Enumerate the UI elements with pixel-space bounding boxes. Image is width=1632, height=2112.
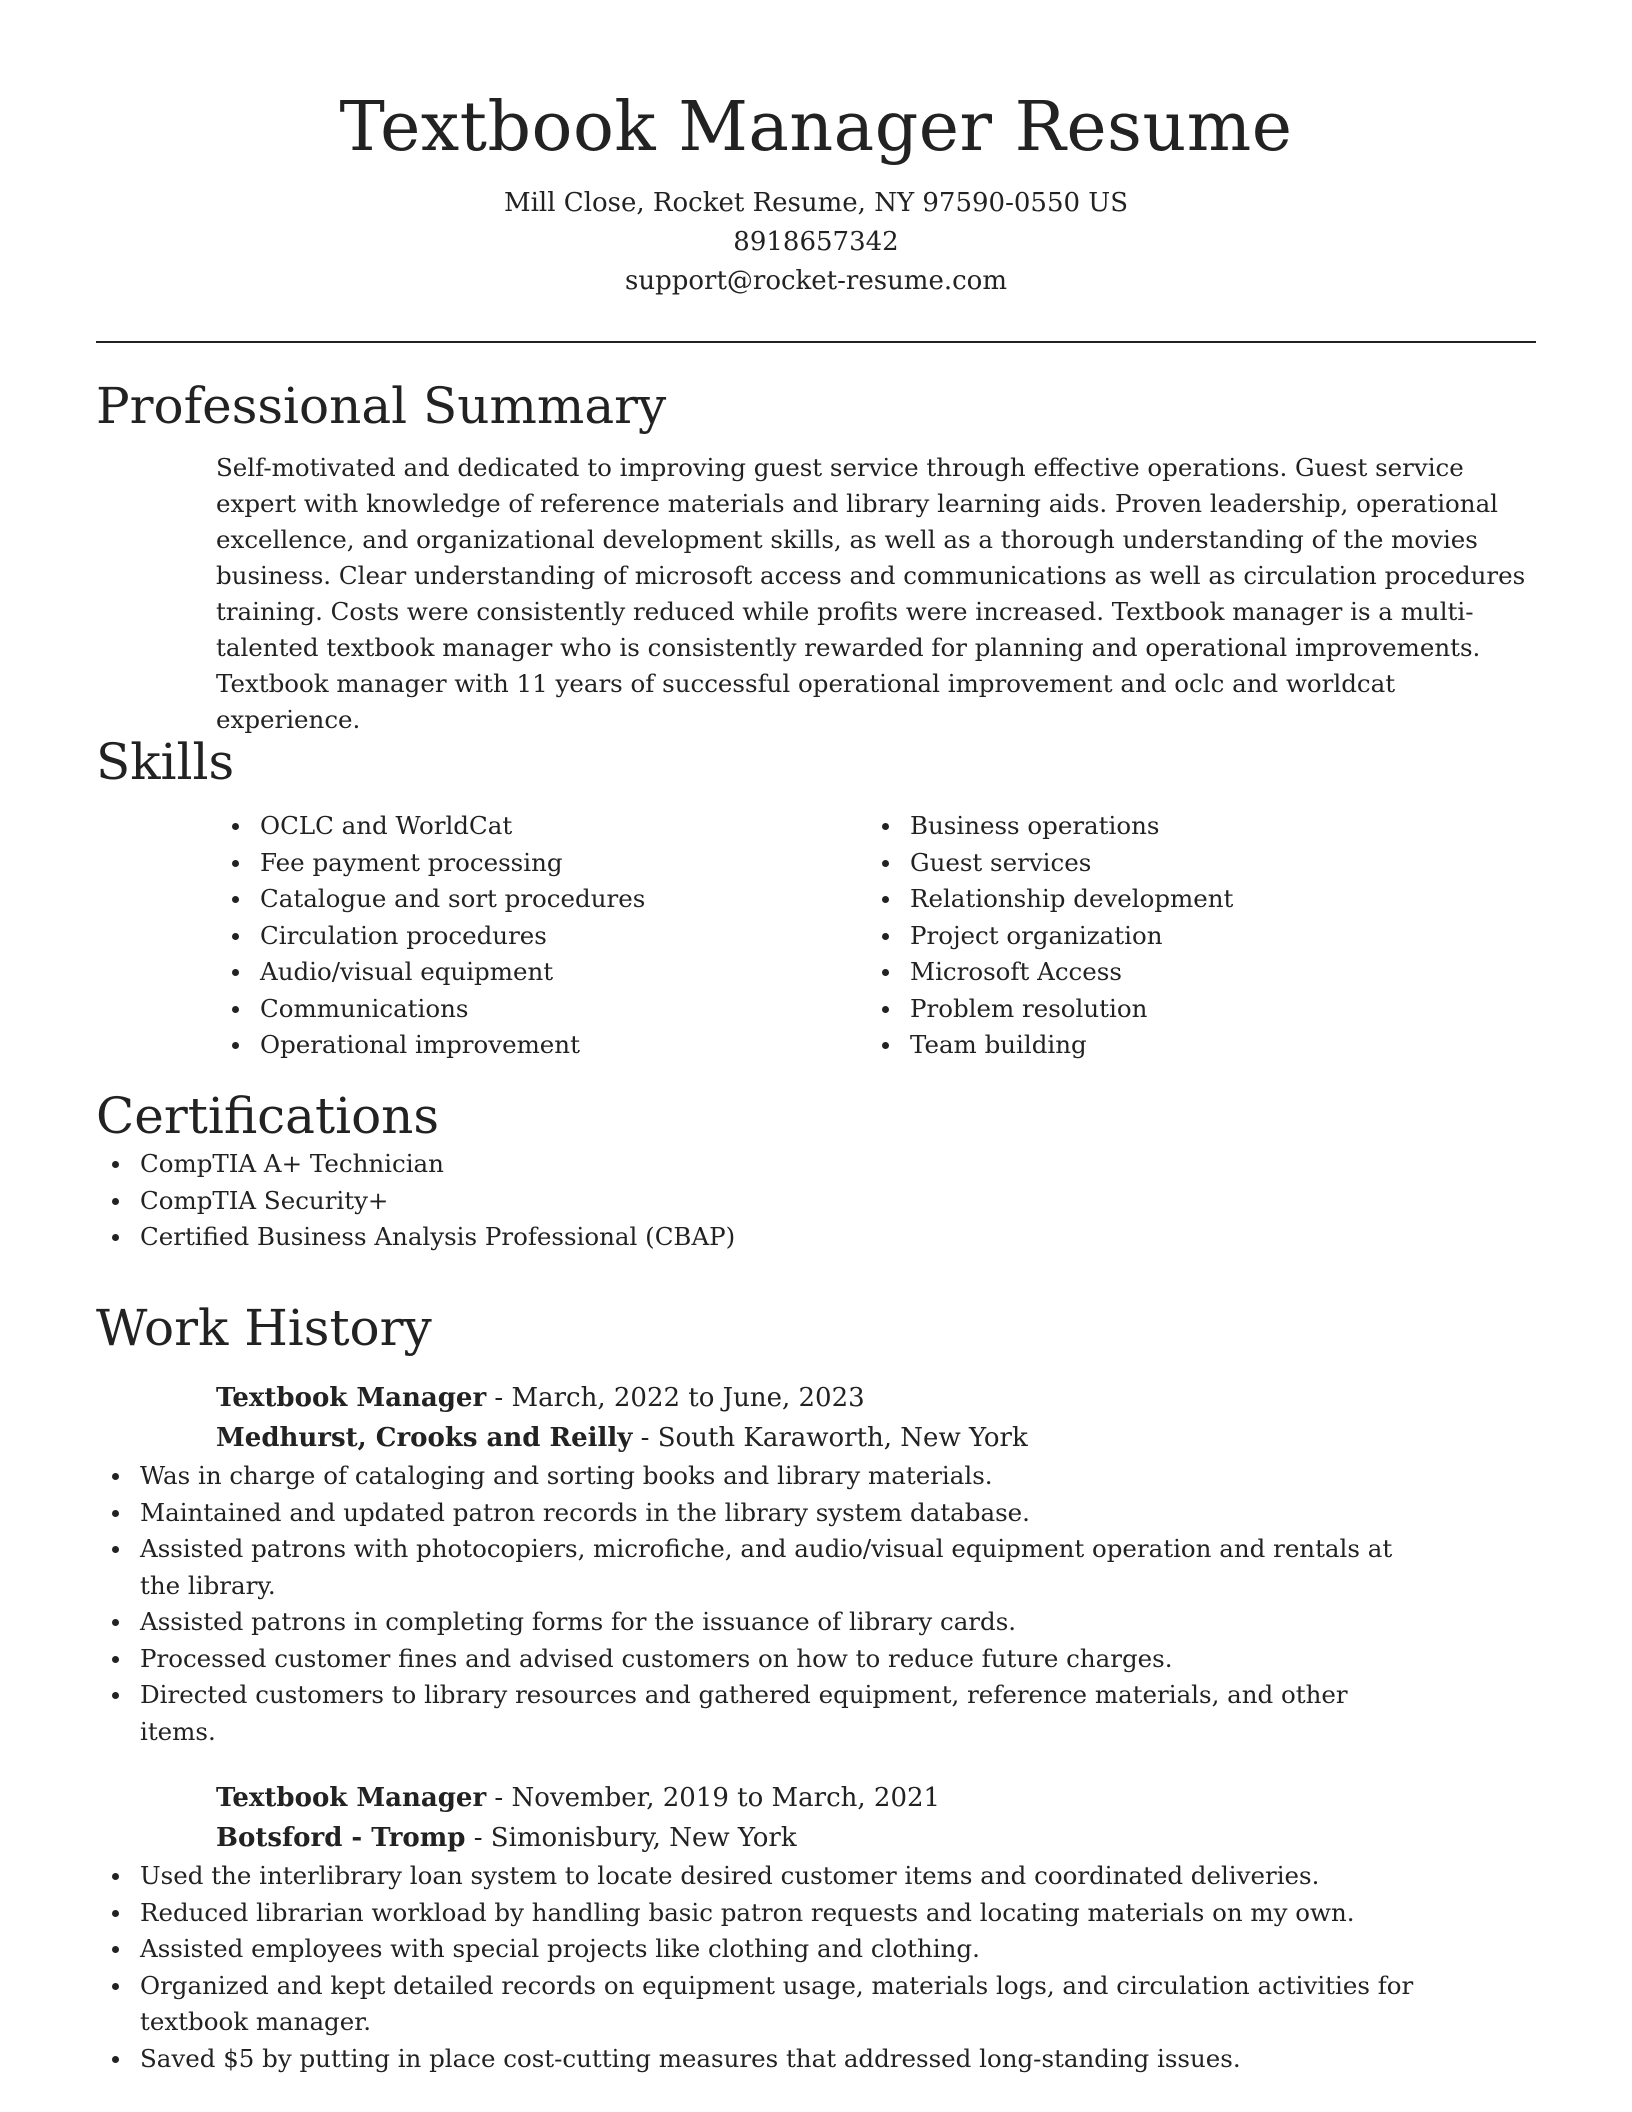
job-entry: [96, 1378, 1536, 1750]
work-history-section: [96, 1298, 1536, 2077]
skills-list-left: [216, 808, 866, 1064]
skill-item: Fee payment processing: [216, 845, 866, 882]
contact-address: Mill Close, Rocket Resume, NY 97590-0550 US: [503, 188, 1129, 218]
job-entry: [96, 1778, 1536, 2077]
job-dates: - November, 2019 to March, 2021: [486, 1783, 941, 1813]
contact-block: [96, 184, 1536, 301]
summary-heading: Professional Summary: [96, 377, 667, 435]
skill-item: Circulation procedures: [216, 918, 866, 955]
job-company: Medhurst, Crooks and Reilly: [216, 1423, 633, 1453]
skill-item: Catalogue and sort procedures: [216, 881, 866, 918]
job-company: Botsford - Tromp: [216, 1823, 466, 1853]
contact-phone: 8918657342: [733, 227, 899, 257]
certification-item: CompTIA Security+: [96, 1183, 1416, 1220]
skill-item: Team building: [866, 1027, 1516, 1064]
resume-title: Textbook Manager Resume: [339, 88, 1293, 167]
resume-header: [96, 84, 1536, 301]
job-bullet: Assisted patrons in completing forms for the issuance of library cards.: [96, 1604, 1416, 1641]
job-bullet: Was in charge of cataloging and sorting books and library materials.: [96, 1458, 1416, 1495]
job-location: - South Karaworth, New York: [632, 1423, 1028, 1453]
job-bullet: Saved $5 by putting in place cost-cutting measures that addressed long-standing issues.: [96, 2041, 1416, 2078]
summary-section: [96, 376, 1536, 738]
skills-list-right: [866, 808, 1516, 1064]
skills-heading: Skills: [96, 733, 235, 791]
certification-item: CompTIA A+ Technician: [96, 1146, 1416, 1183]
skill-item: OCLC and WorldCat: [216, 808, 866, 845]
job-title-line: [216, 1378, 1536, 1418]
header-divider: [96, 341, 1536, 343]
skill-item: Business operations: [866, 808, 1516, 845]
job-bullet: Directed customers to library resources and gathered equipment, reference materials, and other items.: [96, 1677, 1416, 1750]
job-company-line: [216, 1818, 1536, 1858]
skill-item: Project organization: [866, 918, 1516, 955]
job-bullet: Reduced librarian workload by handling basic patron requests and locating materials on my own.: [96, 1895, 1416, 1932]
job-company-line: [216, 1418, 1536, 1458]
job-location: - Simonisbury, New York: [465, 1823, 797, 1853]
skill-item: Audio/visual equipment: [216, 954, 866, 991]
job-bullets: [96, 1458, 1416, 1750]
job-title-line: [216, 1778, 1536, 1818]
certifications-heading: Certifications: [96, 1087, 440, 1145]
job-role: Textbook Manager: [216, 1383, 487, 1413]
certifications-section: [96, 1086, 1536, 1256]
job-dates: - March, 2022 to June, 2023: [486, 1383, 865, 1413]
skill-item: Communications: [216, 991, 866, 1028]
job-bullet: Processed customer fines and advised customers on how to reduce future charges.: [96, 1641, 1416, 1678]
skill-item: Operational improvement: [216, 1027, 866, 1064]
skills-section: [96, 732, 1536, 1064]
skill-item: Guest services: [866, 845, 1516, 882]
job-role: Textbook Manager: [216, 1783, 487, 1813]
job-bullet: Organized and kept detailed records on equipment usage, materials logs, and circulation activities for textbook manager.: [96, 1968, 1416, 2041]
work-history-heading: Work History: [96, 1299, 432, 1357]
skills-columns: [216, 808, 1536, 1064]
skill-item: Relationship development: [866, 881, 1516, 918]
job-bullet: Assisted patrons with photocopiers, microfiche, and audio/visual equipment operation and rentals at the library.: [96, 1531, 1416, 1604]
contact-email: support@rocket-resume.com: [624, 266, 1007, 296]
certifications-list: [96, 1146, 1416, 1256]
jobs-list: [96, 1378, 1536, 2077]
summary-text: Self-motivated and dedicated to improving guest service through effective operations. Guest service expert with knowledge of reference materials and library learning aids. Proven leadership, operational excellence, and organizational development skills, as well as a thorough understanding of the movies business. Clear understanding of microsoft access and communications as well as circulation procedures training. Costs were consistently reduced while profits were increased. Textbook manager is a multi-talented textbook manager who is consistently rewarded for planning and operational improvements. Textbook manager with 11 years of successful operational improvement and oclc and worldcat experience.: [216, 453, 1526, 734]
skill-item: Problem resolution: [866, 991, 1516, 1028]
certification-item: Certified Business Analysis Professional (CBAP): [96, 1219, 1416, 1256]
job-bullet: Used the interlibrary loan system to locate desired customer items and coordinated deliveries.: [96, 1858, 1416, 1895]
skill-item: Microsoft Access: [866, 954, 1516, 991]
job-bullets: [96, 1858, 1416, 2077]
job-bullet: Assisted employees with special projects like clothing and clothing.: [96, 1931, 1416, 1968]
job-bullet: Maintained and updated patron records in the library system database.: [96, 1495, 1416, 1532]
